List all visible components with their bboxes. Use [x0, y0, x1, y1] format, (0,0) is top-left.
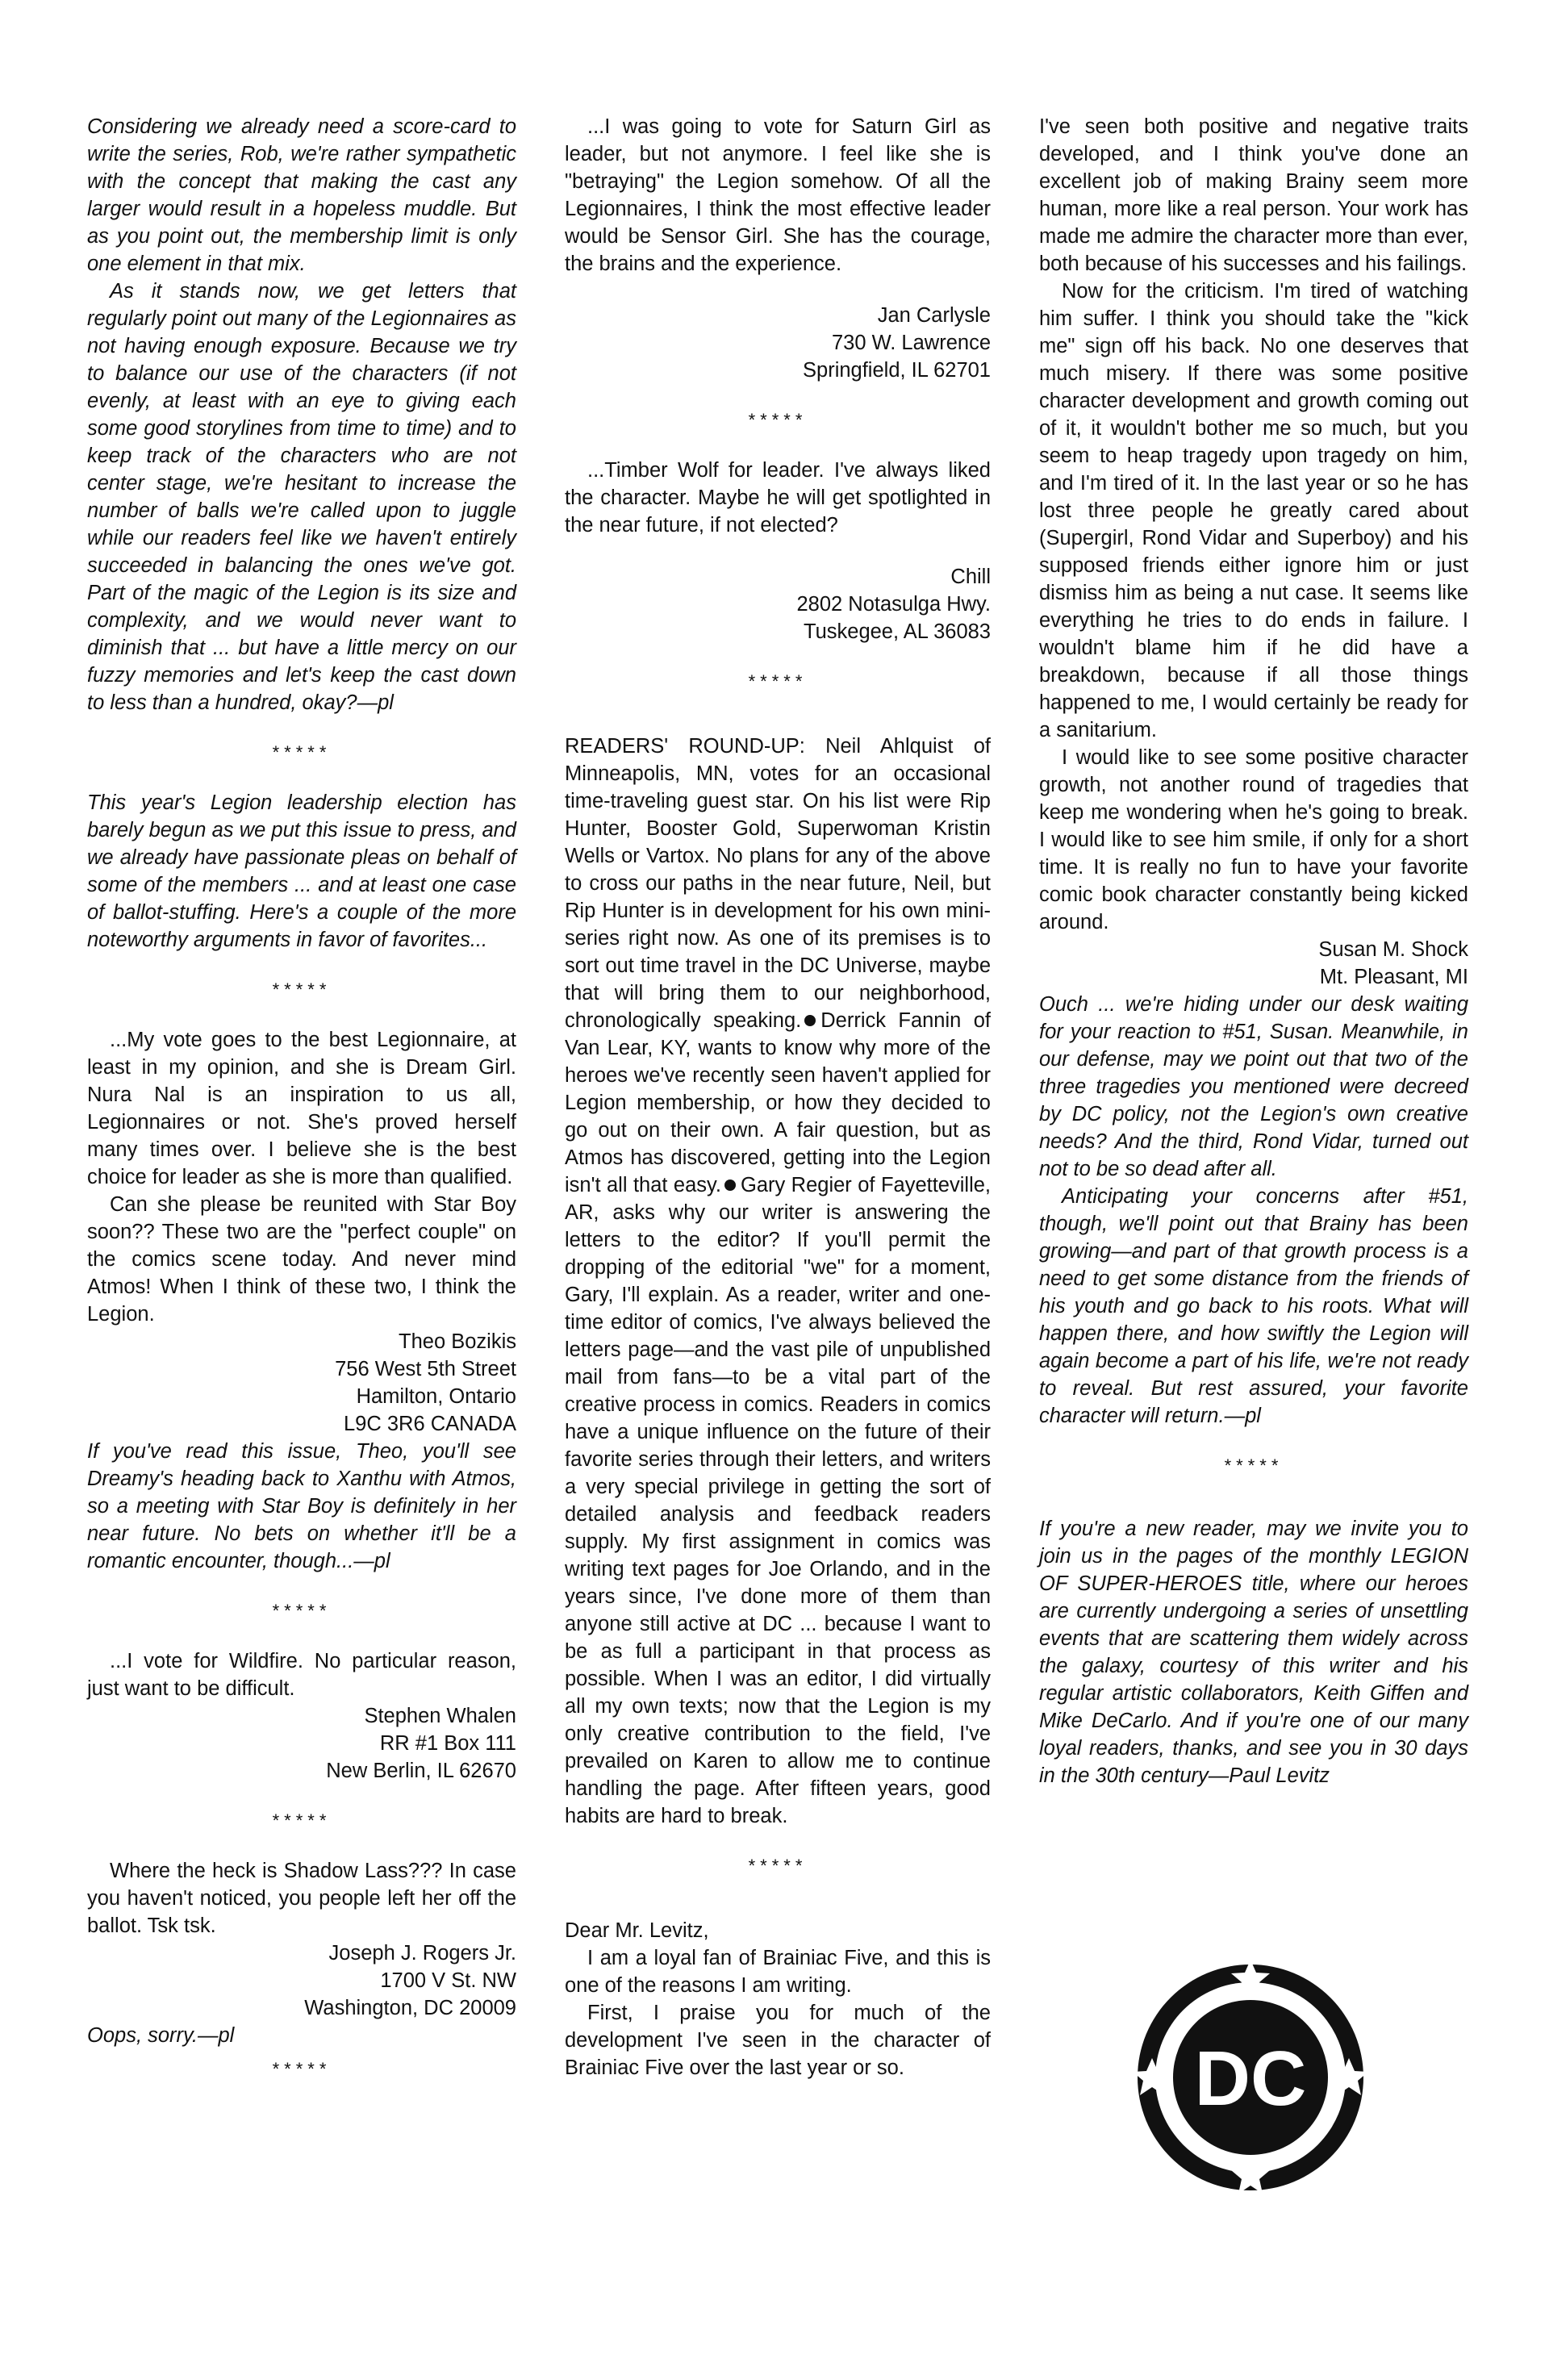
- roundup-part: READERS' ROUND-UP: Neil Ahlquist of Minneapolis, MN, votes for an occasional time-traveling guest star. On his list were Rip Hunter, Booster Gold, Superwoman Kristin Wells or Vartox. No plans for any of the above to cross our paths in the near future, Neil, but Rip Hunter is in development for his own mini-series right now. As one of its premises is to sort out time travel in the DC Universe, maybe that will bring them to our neighborhood, chronologically speaking.: [565, 735, 991, 1032]
- signature-name: Theo Bozikis: [399, 1330, 516, 1353]
- letter-body: I would like to see some positive character growth, not another round of tragedies that keep me wondering when he's going to break. I would like to see him smile, if only for a short time. It is really no fun to have your favorite comic book character constantly being kicked around.: [1039, 746, 1468, 933]
- column-middle: [565, 113, 991, 2081]
- letter-body: Now for the criticism. I'm tired of watching him suffer. I think you should take the "kick me" sign off his back. No one deserves that much misery. If there was some positive character development and growth coming out of it, it wouldn't bother me so much, but you seem to heap tragedy upon tragedy on him, and I'm tired of it. In the last year or so he has lost three people he greatly cared about (Supergirl, Rond Vidar and Superboy) and his supposed friends either ignore him or just dismiss him as being a nut case. It seems like everything he tries to do ends in failure. I wouldn't blame him if he did have a breakdown, because if all those things happened to me, I would certainly be ready for a sanitarium.: [1039, 280, 1468, 741]
- signature-name: Stephen Whalen: [364, 1705, 516, 1727]
- signature-address: 2802 Notasulga Hwy.: [796, 593, 991, 616]
- letter-body: ...My vote goes to the best Legionnaire, at least in my opinion, and she is Dream Girl. Nura Nal is an inspiration to us all, Legionnaires or not. She's proved herself many times over. I believe she is the best choice for leader as she is more than qualified.: [87, 1029, 516, 1188]
- editor-intro: This year's Legion leadership election has barely begun as we put this issue to press, and we already have passionate pleas on behalf of some of the members ... and at least one case of ballot-stuffing. Here's a couple of the more noteworthy arguments in favor of favorites...: [87, 791, 516, 951]
- readers-roundup: [565, 733, 991, 1830]
- letter-body: First, I praise you for much of the development I've seen in the character of Brainiac Five over the last year or so.: [565, 2002, 991, 2079]
- dc-bullet-logo: [1129, 1956, 1372, 2198]
- letter-body: ...I was going to vote for Saturn Girl as leader, but not anymore. I feel like she is "betraying" the Legion somehow. Of all the Legionnaires, I think the most effective leader would be Sensor Girl. She has the courage, the brains and the experience.: [565, 115, 991, 275]
- letter-body: Where the heck is Shadow Lass??? In case you haven't noticed, you people left her off the ballot. Tsk tsk.: [87, 1860, 516, 1937]
- signature-name: Joseph J. Rogers Jr.: [328, 1942, 516, 1965]
- roundup-part: Derrick Fannin of Van Lear, KY, wants to know why more of the heroes we've recently seen haven't applied for Legion membership, or how they decided to go out on their own. A fair question, but as Atmos has discovered, getting into the Legion isn't all that easy.: [565, 1009, 992, 1196]
- letter-signature: [565, 563, 991, 645]
- roundup-part: Gary Regier of Fayetteville, AR, asks why our writer is answering the letters to the editor? If you'll permit the dropping of the editorial "we" for a moment, Gary, I'll explain. As a reader, writer and one-time editor of comics, I've always believed the letters page—and the vast pile of unpublished mail from fans—to be a vital part of the creative process in comics. Readers in comics have a unique influence on the future of their favorite series through their letters, and writers a very special privilege in getting the sort of detailed analysis and feedback readers supply. My first assignment in comics was writing text pages for Joe Orlando, and in the years since, I've done more of them than anyone still active at DC ... because I want to be as full a participant in that process as possible. When I was an editor, I did virtually all my own texts; now that the Legion is my only creative contribution to the field, I've prevailed on Karen to allow me to continue handling the page. After fifteen years, good habits are hard to break.: [565, 1174, 992, 1827]
- section-separator: *****: [272, 979, 332, 1000]
- bullet-icon: [724, 1180, 736, 1191]
- section-separator: *****: [748, 1856, 808, 1876]
- signature-address: L9C 3R6 CANADA: [344, 1413, 516, 1435]
- letter-signature: [87, 1328, 516, 1438]
- letter-body: I've seen both positive and negative traits developed, and I think you've done an excellent job of making Brainy seem more human, more like a real person. Your work has made me admire the character more than ever, both because of his successes and his failings.: [1039, 115, 1468, 275]
- editor-reply: Ouch ... we're hiding under our desk waiting for your reaction to #51, Susan. Meanwhile, in our defense, may we point out that two of the three tragedies you mentioned were decreed by DC policy, not the Legion's own creative needs? And the third, Rond Vidar, turned out not to be so dead after all.: [1039, 993, 1468, 1180]
- signature-address: Mt. Pleasant, MI: [1319, 966, 1468, 988]
- letter-body: ...Timber Wolf for leader. I've always liked the character. Maybe he will get spotlighted in the near future, if not elected?: [565, 459, 991, 537]
- letter-salutation: Dear Mr. Levitz,: [565, 1919, 709, 1942]
- editor-reply: If you've read this issue, Theo, you'll see Dreamy's heading back to Xanthu with Atmos, so a meeting with Star Boy is definitely in her near future. No bets on whether it'll be a romantic encounter, though...—pl: [87, 1440, 516, 1572]
- signature-address: Hamilton, Ontario: [356, 1385, 516, 1408]
- signature-address: Tuskegee, AL 36083: [803, 620, 991, 643]
- signature-name: Jan Carlysle: [877, 304, 991, 327]
- section-separator: *****: [272, 1810, 332, 1831]
- column-right: [1039, 113, 1468, 1789]
- editor-reply: As it stands now, we get letters that regularly point out many of the Legionnaires as not having enough exposure. Because we try to balance our use of the characters (if not evenly, at least with an eye to giving each some good storylines from time to time) and to keep track of the characters who are not center stage, we're hesitant to increase the number of balls we're called upon to juggle while our readers feel like we haven't entirely succeeded in balancing the ones we've got. Part of the magic of the Legion is its size and complexity, and we would never want to diminish that ... but have a little mercy on our fuzzy memories and let's keep the cast down to less than a hundred, okay?—pl: [87, 280, 516, 714]
- signature-address: RR #1 Box 111: [379, 1732, 516, 1755]
- section-separator: *****: [272, 1601, 332, 1621]
- letter-body: I am a loyal fan of Brainiac Five, and this is one of the reasons I am writing.: [565, 1947, 991, 1997]
- section-separator: *****: [1224, 1455, 1284, 1476]
- letter-signature: [565, 302, 991, 384]
- editor-closing: If you're a new reader, may we invite you to join us in the pages of the monthly LEGION OF SUPER-HEROES title, where our heroes are currently undergoing a series of unsettling events that are scattering them widely across the galaxy, courtesy of this writer and his regular artistic collaborators, Keith Giffen and Mike DeCarlo. And if you're one of our many loyal readers, thanks, and see you in 30 days in the 30th century—Paul Levitz: [1039, 1518, 1468, 1787]
- letter-signature: [1039, 936, 1468, 991]
- signature-address: New Berlin, IL 62670: [326, 1760, 516, 1782]
- editor-reply: Oops, sorry.—pl: [87, 2024, 235, 2047]
- dc-logo-icon: [1129, 1956, 1372, 2198]
- signature-address: 730 W. Lawrence: [831, 332, 991, 354]
- letter-body: ...I vote for Wildfire. No particular reason, just want to be difficult.: [87, 1650, 516, 1700]
- section-separator: *****: [272, 742, 332, 762]
- signature-name: Chill: [950, 566, 991, 588]
- bullet-icon: [804, 1015, 816, 1026]
- logo-text: DC: [1194, 2036, 1307, 2122]
- editor-reply: Considering we already need a score-card to write the series, Rob, we're rather sympathetic with the concept that making the cast any larger would result in a hopeless muddle. But as you point out, the membership limit is only one element in that mix.: [87, 115, 516, 275]
- signature-address: Springfield, IL 62701: [803, 359, 991, 382]
- editor-reply: Anticipating your concerns after #51, though, we'll point out that Brainy has been growing—and part of that growth process is a need to get some distance from the friends of his youth and go back to his roots. What will happen there, and how swiftly the Legion will again become a part of his life, we're not ready to reveal. But rest assured, your favorite character will return.—pl: [1039, 1185, 1468, 1427]
- signature-address: 1700 V St. NW: [380, 1969, 516, 1992]
- signature-name: Susan M. Shock: [1318, 938, 1468, 961]
- signature-address: Washington, DC 20009: [304, 1997, 516, 2019]
- letter-signature: [87, 1939, 516, 2022]
- letter-signature: [87, 1702, 516, 1785]
- section-separator: *****: [748, 671, 808, 691]
- section-separator: *****: [748, 410, 808, 430]
- signature-address: 756 West 5th Street: [335, 1358, 516, 1380]
- letter-body: Can she please be reunited with Star Boy soon?? These two are the "perfect couple" on the comics scene today. And never mind Atmos! When I think of these two, I think the Legion.: [87, 1193, 516, 1326]
- column-left: [87, 113, 516, 2106]
- section-separator: *****: [272, 2059, 332, 2079]
